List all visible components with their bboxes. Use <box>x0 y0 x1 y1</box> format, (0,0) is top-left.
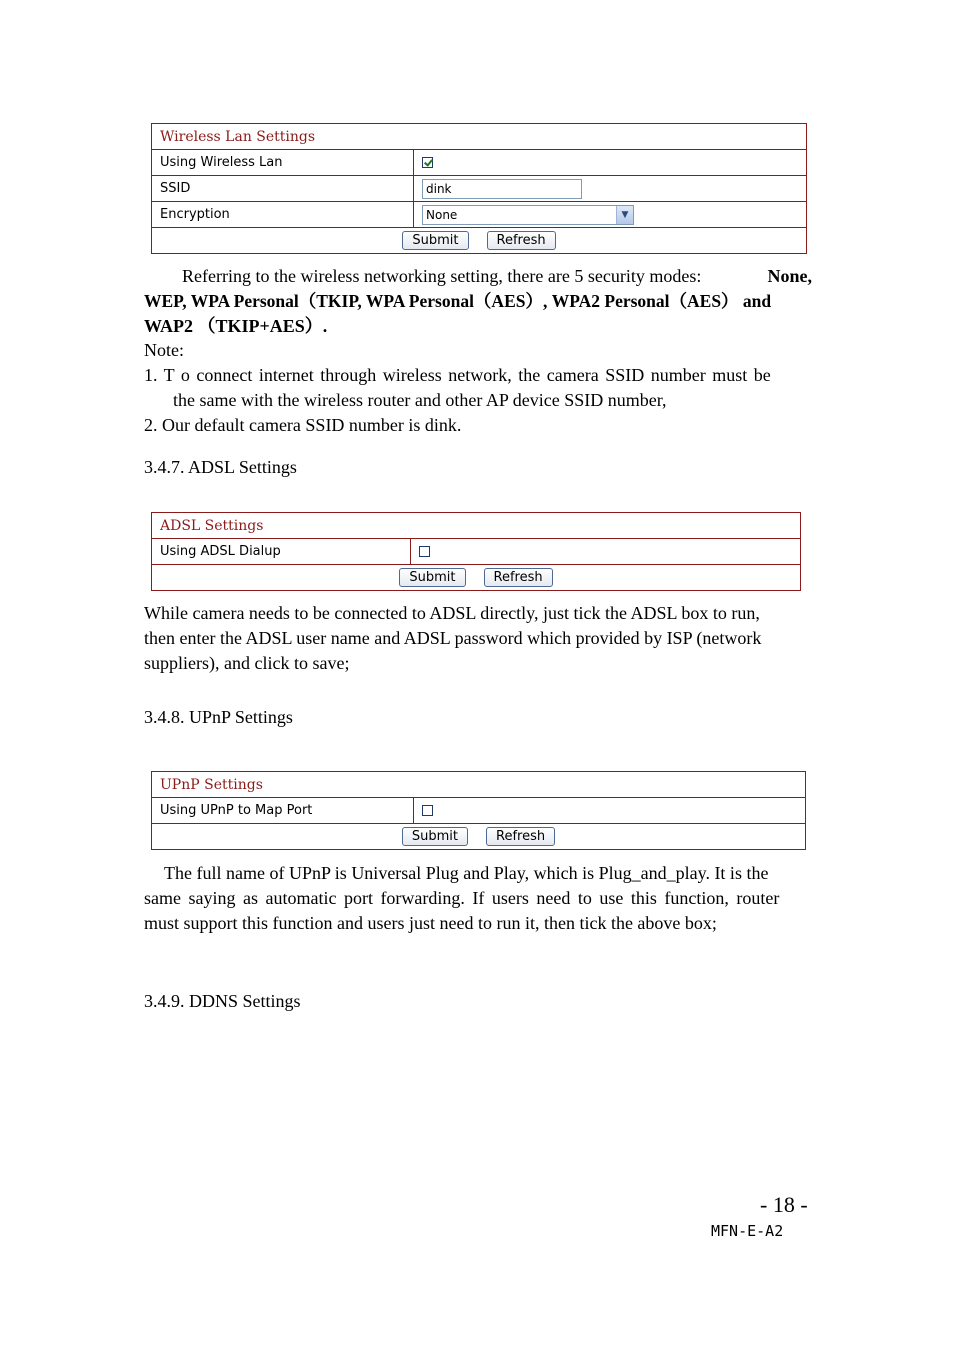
adsl-paragraph-line1: While camera needs to be connected to ADSL directly, just tick the ADSL box to run, <box>144 603 760 623</box>
adsl-panel-title: ADSL Settings <box>152 513 801 539</box>
chevron-down-icon: ▼ <box>616 206 633 224</box>
upnp-paragraph-line3: must support this function and users just need to run it, then tick the above box; <box>144 913 717 933</box>
note-block <box>144 338 812 438</box>
adsl-refresh-button[interactable]: Refresh <box>484 568 553 587</box>
wireless-refresh-button[interactable]: Refresh <box>487 231 556 250</box>
security-modes-lead: Referring to the wireless networking setting, there are 5 security modes: <box>182 266 702 286</box>
security-modes-line1: None, <box>767 266 812 286</box>
encryption-label: Encryption <box>152 202 414 228</box>
note-item-2: 2. Our default camera SSID number is dink. <box>144 415 462 435</box>
upnp-paragraph-line1: The full name of UPnP is Universal Plug and Play, which is Plug_and_play. It is the <box>164 863 769 883</box>
wireless-lan-panel <box>151 123 807 254</box>
adsl-paragraph-line2: then enter the ADSL user name and ADSL password which provided by ISP (network <box>144 628 762 648</box>
adsl-heading: 3.4.7. ADSL Settings <box>144 457 297 477</box>
upnp-panel-title: UPnP Settings <box>152 772 806 798</box>
using-wireless-lan-checkbox[interactable] <box>422 157 433 168</box>
encryption-value: None <box>426 207 458 222</box>
adsl-paragraph <box>144 601 812 676</box>
security-modes-line2: WEP, WPA Personal（TKIP, WPA Personal（AES）, WPA2 Personal（AES） and <box>144 291 772 311</box>
using-adsl-dialup-checkbox[interactable] <box>419 546 430 557</box>
upnp-panel <box>151 771 806 850</box>
upnp-refresh-button[interactable]: Refresh <box>486 827 555 846</box>
upnp-paragraph <box>144 861 812 936</box>
upnp-paragraph-line2: same saying as automatic port forwarding. If users need to use this function, router <box>144 888 780 908</box>
encryption-select[interactable] <box>422 205 634 225</box>
note-label: Note: <box>144 340 184 360</box>
adsl-paragraph-line3: suppliers), and click to save; <box>144 653 350 673</box>
wireless-panel-title: Wireless Lan Settings <box>152 124 807 150</box>
using-wireless-lan-label: Using Wireless Lan <box>152 150 414 176</box>
note-item-1a: 1. T o connect internet through wireless network, the camera SSID number must be <box>144 365 771 385</box>
document-code: MFN-E-A2 <box>711 1222 784 1240</box>
ssid-label: SSID <box>152 176 414 202</box>
security-modes-paragraph <box>144 264 812 339</box>
adsl-submit-button[interactable]: Submit <box>399 568 465 587</box>
adsl-panel <box>151 512 801 591</box>
wireless-submit-button[interactable]: Submit <box>402 231 468 250</box>
upnp-submit-button[interactable]: Submit <box>402 827 468 846</box>
ddns-heading: 3.4.9. DDNS Settings <box>144 991 301 1011</box>
using-upnp-checkbox[interactable] <box>422 805 433 816</box>
page-number: - 18 - <box>760 1192 808 1217</box>
upnp-heading: 3.4.8. UPnP Settings <box>144 707 293 727</box>
using-upnp-label: Using UPnP to Map Port <box>152 798 414 824</box>
security-modes-line3: WAP2 （TKIP+AES）. <box>144 316 328 336</box>
ssid-input[interactable]: dink <box>422 179 582 199</box>
note-item-1b: the same with the wireless router and other AP device SSID number, <box>173 390 667 410</box>
using-adsl-dialup-label: Using ADSL Dialup <box>152 539 411 565</box>
